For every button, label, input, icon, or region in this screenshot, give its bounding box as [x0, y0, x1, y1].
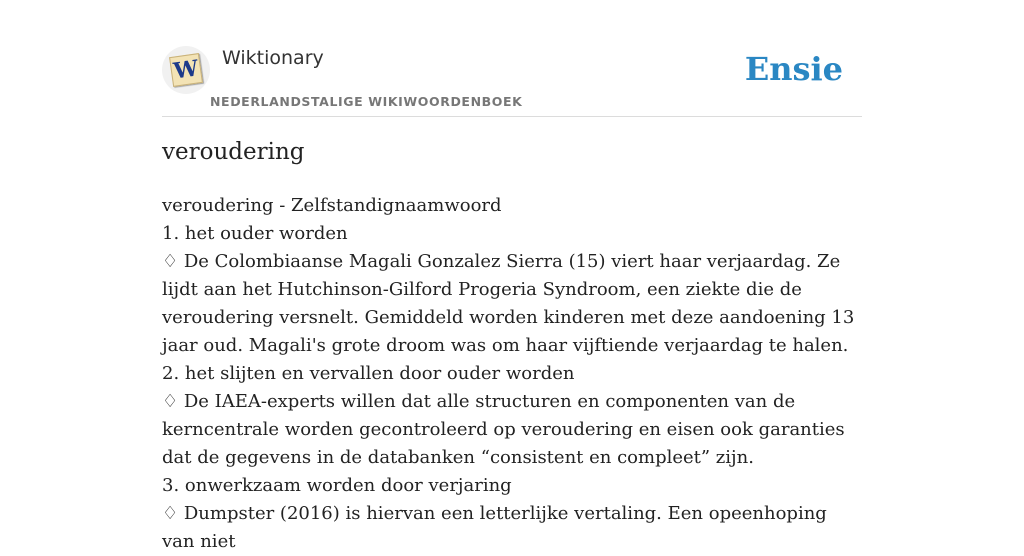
definition-1: 1. het ouder worden: [162, 223, 348, 244]
page-title: veroudering: [162, 139, 305, 165]
example-2: ♢ De IAEA-experts willen dat alle structuren en componenten van de kerncentrale worden gecontroleerd op veroudering en eisen ook garanties dat de gegevens in de databanken “consistent en compleet” zijn.: [162, 391, 845, 468]
example-3: ♢ Dumpster (2016) is hiervan een letterlijke vertaling. Een opeenhoping van niet: [162, 503, 827, 552]
ensie-brand-link[interactable]: Ensie: [744, 50, 843, 88]
site-header: [162, 44, 862, 117]
wiktionary-tile-icon: [169, 53, 203, 87]
site-tagline: NEDERLANDSTALIGE WIKIWOORDENBOEK: [210, 94, 523, 109]
wiktionary-logo[interactable]: [162, 46, 210, 94]
example-1: ♢ De Colombiaanse Magali Gonzalez Sierra (15) viert haar verjaardag. Ze lijdt aan het Hutchinson-Gilford Progeria Syndroom, een ziekte die de veroudering versnelt. Gemiddeld worden kinderen met deze aandoening 13 jaar oud. Magali's grote droom was om haar vijftiende verjaardag te halen.: [162, 251, 855, 356]
definition-3: 3. onwerkzaam worden door verjaring: [162, 475, 512, 496]
entry-content: [162, 192, 862, 556]
entry-heading: veroudering - Zelfstandignaamwoord: [162, 195, 502, 216]
logo-letter: W: [171, 55, 201, 85]
site-name-link[interactable]: Wiktionary: [222, 47, 324, 69]
definition-2: 2. het slijten en vervallen door ouder worden: [162, 363, 575, 384]
